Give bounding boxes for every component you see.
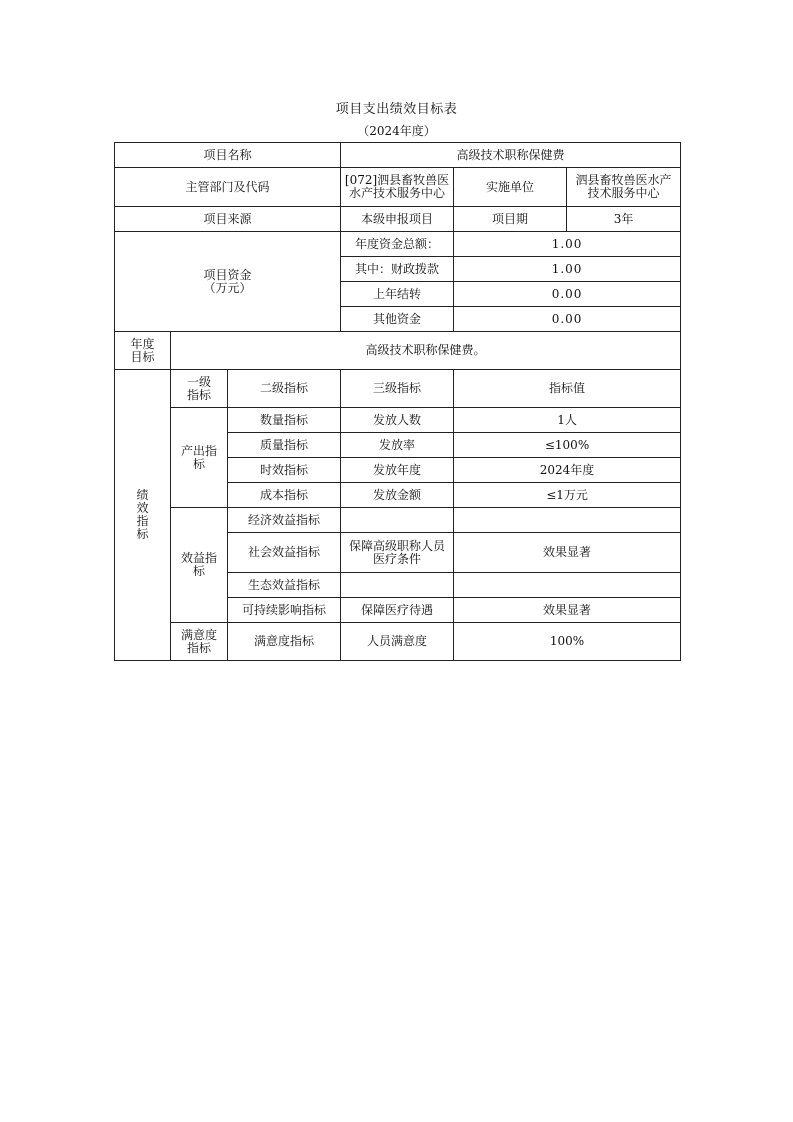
- level2-cell: 社会效益指标: [228, 533, 341, 573]
- header-level1: [171, 370, 228, 408]
- row-annual-goal: [115, 332, 681, 370]
- funds-other-value: 0.00: [454, 307, 681, 332]
- table-row: [115, 508, 681, 533]
- level2-cell: 经济效益指标: [228, 508, 341, 533]
- output-indicator-label: [171, 408, 228, 508]
- funds-fiscal-label: 其中：财政拨款: [341, 257, 454, 282]
- satisfaction-label-line2: 指标: [186, 640, 211, 655]
- satisfaction-indicator-label: [171, 623, 228, 661]
- implementing-unit-value: 泗县畜牧兽医水产技术服务中心: [567, 168, 681, 207]
- row-department: [115, 168, 681, 207]
- performance-label-char: 效: [136, 501, 149, 515]
- department-label: 主管部门及代码: [115, 168, 341, 207]
- benefit-label-line2: 标: [192, 564, 205, 578]
- level3-cell: 保障医疗待遇: [341, 598, 454, 623]
- level3-cell: 发放年度: [341, 458, 454, 483]
- level2-cell: 成本指标: [228, 483, 341, 508]
- header-level1-line2: 指标: [186, 387, 211, 402]
- table-row: [115, 623, 681, 661]
- performance-label-char: 绩: [136, 488, 149, 502]
- indicator-value-cell: 1人: [454, 408, 681, 433]
- funds-carryover-label: 上年结转: [341, 282, 454, 307]
- row-project-name: [115, 143, 681, 168]
- project-period-value: 3年: [567, 207, 681, 232]
- annual-goal-value: 高级技术职称保健费。: [171, 332, 681, 370]
- row-indicator-header: [115, 370, 681, 408]
- indicator-value-cell: 效果显著: [454, 598, 681, 623]
- indicator-value-cell: [454, 508, 681, 533]
- funds-fiscal-value: 1.00: [454, 257, 681, 282]
- funds-total-value: 1.00: [454, 232, 681, 257]
- project-period-label: 项目期: [454, 207, 567, 232]
- performance-target-table: [114, 142, 681, 661]
- satisfaction-label-line1: 满意度: [180, 627, 217, 642]
- output-label-line1: 产出指: [180, 443, 217, 458]
- annual-goal-label-line1: 年度: [130, 336, 155, 351]
- indicator-value-cell: 效果显著: [454, 533, 681, 573]
- level3-cell: 人员满意度: [341, 623, 454, 661]
- level2-cell: 时效指标: [228, 458, 341, 483]
- document-year: （2024年度）: [357, 124, 436, 138]
- department-value: [072]泗县畜牧兽医水产技术服务中心: [341, 168, 454, 207]
- project-source-label: 项目来源: [115, 207, 341, 232]
- level3-cell: [341, 508, 454, 533]
- implementing-unit-label: 实施单位: [454, 168, 567, 207]
- indicator-value-cell: 2024年度: [454, 458, 681, 483]
- funds-total-label: 年度资金总额：: [341, 232, 454, 257]
- annual-goal-label-line2: 目标: [130, 349, 155, 364]
- funds-other-label: 其他资金: [341, 307, 454, 332]
- performance-label-char: 指: [136, 514, 149, 528]
- benefit-indicator-label: [171, 508, 228, 623]
- level2-cell: 可持续影响指标: [228, 598, 341, 623]
- project-funds-label: [115, 232, 341, 332]
- level2-cell: 数量指标: [228, 408, 341, 433]
- project-source-value: 本级申报项目: [341, 207, 454, 232]
- indicator-value-cell: ≤1万元: [454, 483, 681, 508]
- annual-goal-label: [115, 332, 171, 370]
- level3-cell: 发放人数: [341, 408, 454, 433]
- benefit-label-line1: 效益指: [180, 551, 217, 565]
- performance-indicator-label: [115, 370, 171, 661]
- header-level1-line1: 一级: [186, 374, 211, 389]
- row-project-source: [115, 207, 681, 232]
- project-funds-label-line2: （万元）: [203, 280, 252, 295]
- indicator-value-cell: 100%: [454, 623, 681, 661]
- level3-line1: 保障高级职称人员: [349, 538, 446, 553]
- indicator-value-cell: [454, 573, 681, 598]
- document-title: 项目支出绩效目标表: [335, 102, 458, 117]
- level3-cell: 发放率: [341, 433, 454, 458]
- level2-cell: 质量指标: [228, 433, 341, 458]
- funds-carryover-value: 0.00: [454, 282, 681, 307]
- project-name-value: 高级技术职称保健费: [341, 143, 681, 168]
- level3-cell: [341, 573, 454, 598]
- performance-label-char: 标: [136, 527, 149, 541]
- project-funds-label-line1: 项目资金: [203, 267, 252, 282]
- row-funds-total: [115, 232, 681, 257]
- level3-cell: 发放金额: [341, 483, 454, 508]
- table-row: [115, 408, 681, 433]
- level3-cell: [341, 533, 454, 573]
- project-name-label: 项目名称: [115, 143, 341, 168]
- output-label-line2: 标: [192, 456, 205, 471]
- level2-cell: 生态效益指标: [228, 573, 341, 598]
- level3-line2: 医疗条件: [373, 551, 422, 566]
- header-value: 指标值: [454, 370, 681, 408]
- header-level3: 三级指标: [341, 370, 454, 408]
- indicator-value-cell: ≤100%: [454, 433, 681, 458]
- level2-cell: 满意度指标: [228, 623, 341, 661]
- header-level2: 二级指标: [228, 370, 341, 408]
